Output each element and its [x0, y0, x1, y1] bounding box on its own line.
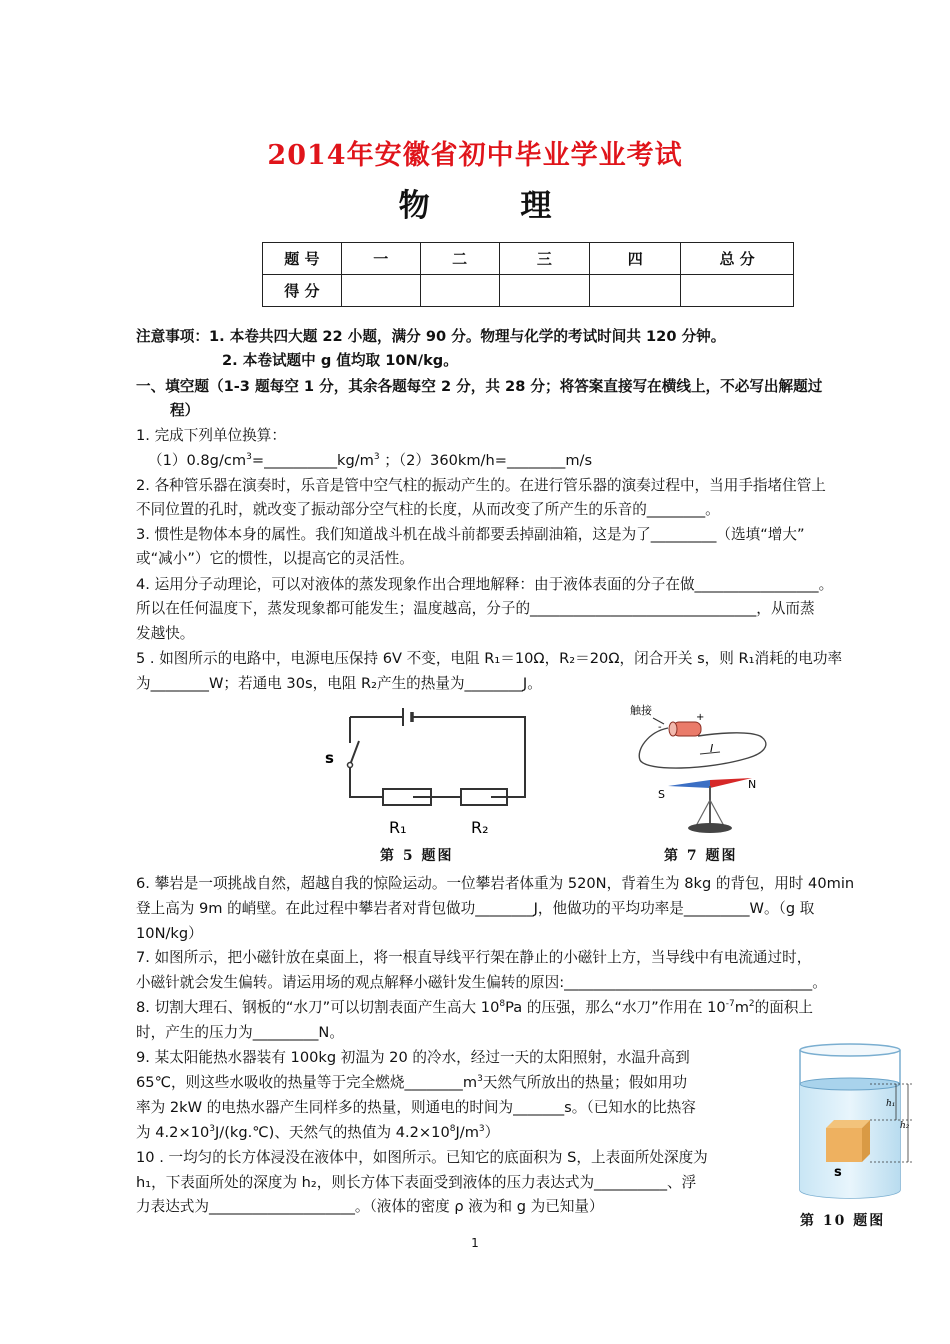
question-4-cont: 所以在任何温度下，蒸发现象都可能发生；温度越高，分子的_______________________________，从而蒸 — [136, 600, 815, 617]
r1-label: R₁ — [389, 818, 407, 837]
question-4-cont2: 发越快。 — [136, 625, 195, 642]
score-cell: 得 分 — [263, 275, 342, 307]
touch-label: 触接 — [630, 704, 652, 717]
question-8-cont: 时，产生的压力为_________N。 — [136, 1024, 344, 1041]
battery-cell — [669, 722, 701, 736]
question-5: 5 . 如图所示的电路中，电源电压保持 6V 不变，电阻 R₁＝10Ω，R₂＝20Ω，闭合开关 s，则 R₁消耗的电功率 — [136, 650, 843, 667]
switch-label: s — [325, 749, 334, 767]
score-cell: 四 — [590, 243, 681, 275]
score-cell-empty — [420, 275, 499, 307]
liquid-surface — [800, 1078, 900, 1090]
figure-5-caption: 第 5 题图 — [380, 848, 454, 864]
exam-title: 2014年安徽省初中毕业学业考试 — [267, 140, 683, 171]
plus-sign: + — [696, 712, 705, 723]
figure-5-circuit — [315, 705, 535, 865]
page-number: 1 — [471, 1236, 479, 1250]
switch-lever — [350, 741, 359, 765]
question-5-cont: 为________W；若通电 30s，电阻 R₂产生的热量为________J。 — [136, 675, 542, 692]
area-label: s — [834, 1165, 842, 1180]
score-cell-empty — [341, 275, 420, 307]
section1-heading: 一、填空题（1-3 题每空 1 分，其余各题每空 2 分，共 28 分；将答案直接写在横线上，不必写出解题过 — [136, 378, 823, 395]
score-cell: 二 — [420, 243, 499, 275]
figure-7-caption: 第 7 题图 — [664, 848, 738, 864]
score-cell-empty — [499, 275, 590, 307]
question-1: 1. 完成下列单位换算： — [136, 427, 286, 444]
question-10-cont: h₁，下表面所处的深度为 h₂，则长方体下表面受到液体的压力表达式为__________、浮 — [136, 1174, 697, 1191]
compass-base — [688, 823, 732, 833]
question-2-cont: 不同位置的孔时，就改变了振动部分空气柱的长度，从而改变了所产生的乐音的________。 — [136, 501, 720, 518]
score-cell: 总 分 — [681, 243, 794, 275]
notes-line-1: 注意事项：1. 本卷共四大题 22 小题，满分 90 分。物理与化学的考试时间共 120 分钟。 — [136, 328, 726, 345]
question-6-cont: 登上高为 9m 的峭壁。在此过程中攀岩者对背包做功________J，他做功的平均功率是_________W。（g 取 — [136, 900, 815, 917]
question-1-parts: $(1)0.8g/cm^3=\_\_\_\_\_\_\_\_\_\_kg/m^3$ ；（2）360km/h=________m/s — [148, 452, 593, 469]
question-9-cont: 65℃，则这些水吸收的热量等于完全燃烧$\_\_\_\_\_\_\_\_m^3$天然气所放出的热量；假如用功 — [136, 1074, 688, 1091]
question-3-cont: 或“减小”）它的惯性，以提高它的灵活性。 — [136, 550, 414, 567]
question-6: 6. 攀岩是一项挑战自然，超越自我的惊险运动。一位攀岩者体重为 520N，背着生为 8kg 的背包，用时 40min — [136, 875, 855, 892]
h2-label: h₂ — [900, 1121, 910, 1131]
score-cell: 一 — [341, 243, 420, 275]
question-9-cont2: 率为 2kW 的电热水器产生同样多的热量，则通电的时间为_______s。（已知水的比热容 — [136, 1099, 696, 1116]
score-table — [262, 242, 794, 307]
figure-10-beaker — [790, 1042, 930, 1202]
score-cell: 题 号 — [263, 243, 342, 275]
score-table-score-row — [263, 275, 794, 307]
cuboid-block — [826, 1120, 870, 1162]
h1-label: h₁ — [886, 1099, 896, 1109]
figure-10-caption: 第 10 题图 — [800, 1213, 886, 1229]
section1-heading-cont: 程） — [170, 402, 200, 419]
score-cell-empty — [590, 275, 681, 307]
beaker-rim — [800, 1044, 900, 1056]
question-9: 9. 某太阳能热水器装有 100kg 初温为 20 的冷水，经过一天的太阳照射，水温升高到 — [136, 1049, 690, 1066]
score-cell: 三 — [499, 243, 590, 275]
question-4: 4. 运用分子动理论，可以对液体的蒸发现象作出合理地解释：由于液体表面的分子在做_________________。 — [136, 576, 834, 593]
current-label: I — [710, 742, 714, 755]
minus-sign: - — [658, 722, 662, 733]
r2-label: R₂ — [471, 818, 489, 837]
question-10-cont2: 力表达式为____________________。（液体的密度 ρ 液为和 g 为已知量） — [136, 1198, 604, 1215]
question-6-cont2: 10N/kg） — [136, 925, 203, 942]
question-8: 8. 切割大理石、钢板的“水刀”可以切割表面产生高大 $10^8Pa$ 的压强，那么“水刀”作用在 $10^{-7}m^2$的面积上 — [136, 999, 814, 1016]
north-label: N — [748, 778, 757, 791]
figure-7-compass — [628, 700, 778, 845]
question-9-cont3: 为 $4.2\times 10^3J/(kg.℃)$、天然气的热值为 $4.2\times 10^8J/m^3$） — [136, 1124, 500, 1141]
south-label: S — [658, 788, 665, 801]
question-7-cont: 小磁针就会发生偏转。请运用场的观点解释小磁针发生偏转的原因:__________________________________。 — [136, 974, 827, 991]
subject-title: 物 理 — [398, 188, 592, 224]
notes-line-2: 2. 本卷试题中 g 值均取 10N/kg。 — [222, 352, 458, 369]
circuit-wire — [350, 717, 525, 797]
wire-loop — [639, 728, 766, 768]
question-2: 2. 各种管乐器在演奏时，乐音是管中空气柱的振动产生的。在进行管乐器的演奏过程中，当用手指堵住管上 — [136, 477, 826, 494]
question-7: 7. 如图所示，把小磁针放在桌面上，将一根直导线平行架在静止的小磁针上方，当导线中有电流通过时， — [136, 949, 812, 966]
score-cell-empty — [681, 275, 794, 307]
question-3: 3. 惯性是物体本身的属性。我们知道战斗机在战斗前都要丢掉副油箱，这是为了_________（选填“增大” — [136, 526, 805, 543]
question-10: 10 . 一均匀的长方体浸没在液体中，如图所示。已知它的底面积为 S，上表面所处深度为 — [136, 1149, 708, 1166]
score-table-header-row — [263, 243, 794, 275]
